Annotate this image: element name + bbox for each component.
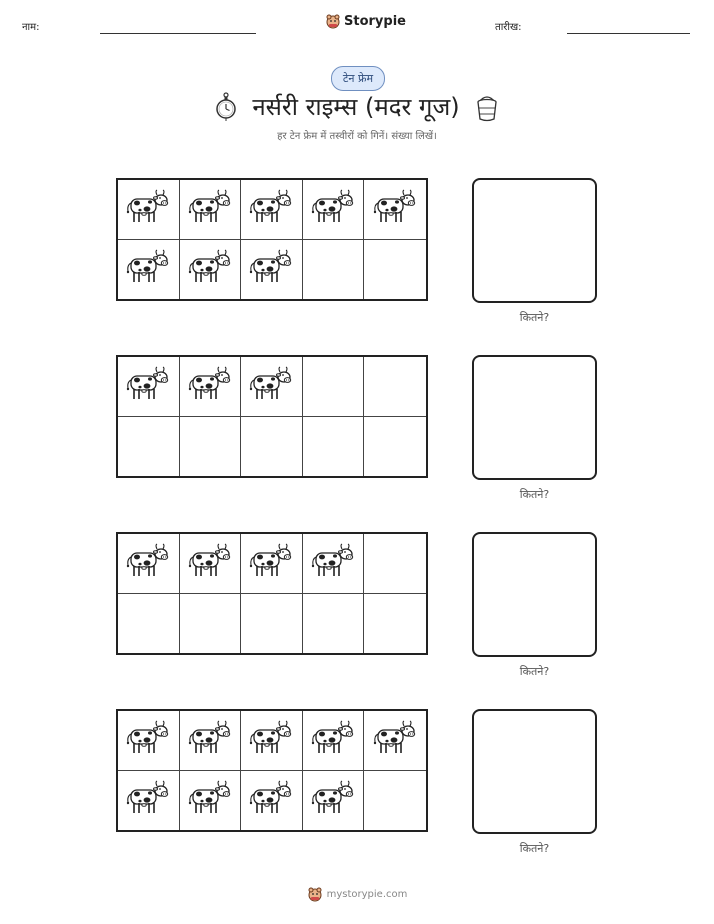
frame-cell	[303, 180, 365, 240]
instructions: हर टेन फ्रेम में तस्वीरों को गिनें। संख्या लिखें।	[277, 131, 437, 142]
frame-cell	[241, 240, 303, 300]
cow-icon	[249, 247, 293, 291]
frame-cell	[364, 417, 426, 477]
cow-icon	[311, 778, 355, 822]
ten-frame-4	[116, 709, 428, 832]
pail-icon	[474, 92, 500, 122]
frame-cell	[118, 711, 180, 771]
cow-icon	[188, 187, 232, 231]
cow-icon	[249, 541, 293, 585]
frame-cell	[241, 357, 303, 417]
cow-icon	[249, 187, 293, 231]
answer-label-3: कितने?	[519, 665, 550, 678]
cow-icon	[249, 778, 293, 822]
cow-icon	[126, 187, 170, 231]
frame-cell	[364, 180, 426, 240]
frame-cell	[241, 417, 303, 477]
frame-cell	[118, 594, 180, 654]
pocket-watch-icon	[214, 92, 238, 122]
frame-cell	[118, 417, 180, 477]
cow-icon	[311, 718, 355, 762]
worksheet-type-badge: टेन फ्रेम	[331, 66, 385, 91]
frame-cell	[180, 357, 242, 417]
cow-icon	[373, 187, 417, 231]
answer-label-1: कितने?	[519, 311, 550, 324]
cow-icon	[373, 718, 417, 762]
frame-cell	[118, 771, 180, 831]
frame-cell	[303, 417, 365, 477]
cow-icon	[126, 247, 170, 291]
ten-frame-1	[116, 178, 428, 301]
name-line[interactable]	[100, 33, 256, 34]
frame-cell	[180, 240, 242, 300]
frame-cell	[303, 711, 365, 771]
frame-cell	[180, 594, 242, 654]
cow-icon	[311, 541, 355, 585]
answer-box-2[interactable]	[472, 355, 597, 480]
cow-icon	[126, 541, 170, 585]
cow-icon	[126, 718, 170, 762]
frame-cell	[241, 594, 303, 654]
name-label: नाम:	[22, 22, 40, 33]
frame-cell	[180, 180, 242, 240]
cow-icon	[249, 718, 293, 762]
cow-icon	[188, 364, 232, 408]
brand-name: Storypie	[344, 13, 406, 29]
date-line[interactable]	[567, 33, 690, 34]
title-row	[0, 90, 714, 123]
frame-cell	[303, 357, 365, 417]
brand-logo	[325, 13, 406, 29]
footer-url: mystorypie.com	[326, 888, 408, 900]
frame-cell	[118, 357, 180, 417]
frame-cell	[180, 771, 242, 831]
frame-cell	[241, 771, 303, 831]
frame-cell	[241, 711, 303, 771]
frame-cell	[241, 534, 303, 594]
date-label: तारीख:	[495, 22, 522, 33]
answer-label-2: कितने?	[519, 488, 550, 501]
frame-cell	[364, 594, 426, 654]
answer-box-4[interactable]	[472, 709, 597, 834]
cow-icon	[126, 364, 170, 408]
frame-cell	[303, 240, 365, 300]
answer-box-1[interactable]	[472, 178, 597, 303]
frame-cell	[118, 534, 180, 594]
frame-cell	[364, 771, 426, 831]
cow-icon	[188, 541, 232, 585]
frame-cell	[364, 711, 426, 771]
answer-box-3[interactable]	[472, 532, 597, 657]
frame-cell	[241, 180, 303, 240]
cow-icon	[249, 364, 293, 408]
cow-icon	[126, 778, 170, 822]
page-title: नर्सरी राइम्स (मदर गूज)	[252, 93, 460, 121]
storypie-mascot-icon	[307, 886, 323, 902]
cow-icon	[188, 718, 232, 762]
frame-cell	[303, 534, 365, 594]
answer-label-4: कितने?	[519, 842, 550, 855]
ten-frame-3	[116, 532, 428, 655]
cow-icon	[188, 778, 232, 822]
cow-icon	[311, 187, 355, 231]
frame-cell	[118, 240, 180, 300]
cow-icon	[188, 247, 232, 291]
frame-cell	[303, 594, 365, 654]
storypie-mascot-icon	[325, 13, 341, 29]
frame-cell	[180, 417, 242, 477]
frame-cell	[303, 771, 365, 831]
frame-cell	[180, 534, 242, 594]
frame-cell	[180, 711, 242, 771]
footer	[0, 886, 714, 902]
frame-cell	[364, 240, 426, 300]
frame-cell	[118, 180, 180, 240]
ten-frame-2	[116, 355, 428, 478]
frame-cell	[364, 534, 426, 594]
frame-cell	[364, 357, 426, 417]
